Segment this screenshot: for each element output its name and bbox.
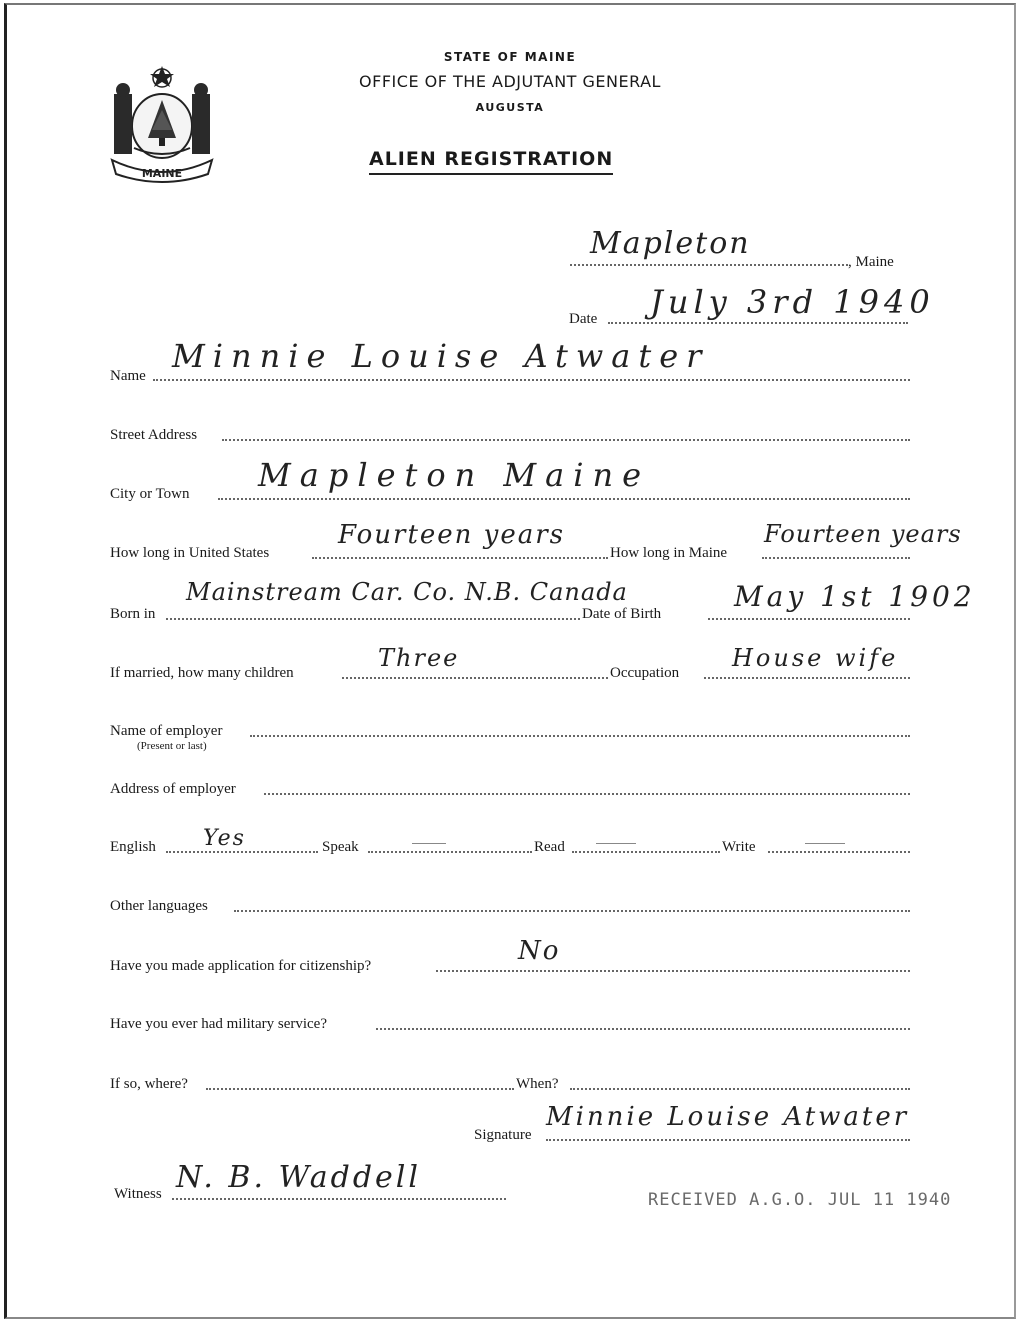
state-seal-icon (106, 64, 218, 188)
born-line (166, 618, 580, 620)
office-heading: OFFICE OF THE ADJUTANT GENERAL (359, 72, 661, 91)
children-label: If married, how many children (110, 665, 294, 681)
us-line (312, 557, 608, 559)
born-value: Mainstream Car. Co. N.B. Canada (186, 578, 628, 606)
signature-label: Signature (474, 1127, 532, 1143)
maine-value: Fourteen years (764, 520, 962, 548)
us-value: Fourteen years (338, 520, 566, 550)
city-line (218, 498, 910, 500)
when-line (570, 1088, 910, 1090)
speak-line (368, 851, 532, 853)
name-label: Name (110, 368, 146, 384)
maine-line (762, 557, 910, 559)
street-label: Street Address (110, 427, 198, 443)
employer-line (250, 735, 910, 737)
city-label: City or Town (110, 486, 190, 502)
state-heading: STATE OF MAINE (443, 50, 577, 64)
when-label: When? (516, 1076, 559, 1092)
dob-value: May 1st 1902 (734, 580, 976, 613)
english-value: Yes (203, 826, 246, 851)
place-value: Mapleton (590, 226, 751, 261)
where-label: If so, where? (110, 1076, 188, 1092)
read-label: Read (534, 839, 565, 855)
employer-label: Name of employer (110, 723, 223, 739)
name-line (153, 379, 910, 381)
employer-address-label: Address of employer (110, 781, 236, 797)
received-stamp: RECEIVED A.G.O. JUL 11 1940 (648, 1190, 952, 1210)
employer-address-line (264, 793, 910, 795)
occupation-label: Occupation (610, 665, 680, 681)
seal-text: MAINE (141, 167, 183, 180)
place-line (570, 264, 848, 266)
date-label: Date (569, 311, 598, 327)
witness-line (172, 1198, 506, 1200)
write-line (768, 851, 910, 853)
signature-line (546, 1139, 910, 1141)
us-label: How long in United States (110, 545, 270, 561)
citizenship-value: No (518, 936, 561, 966)
place-suffix: , Maine (848, 254, 894, 270)
military-line (376, 1028, 910, 1030)
children-line (342, 677, 608, 679)
other-lang-label: Other languages (110, 898, 208, 914)
read-line (572, 851, 720, 853)
name-value: Minnie Louise Atwater (172, 337, 710, 375)
employer-sublabel: (Present or last) (137, 740, 207, 752)
born-label: Born in (110, 606, 156, 622)
form-title: ALIEN REGISTRATION (369, 148, 613, 175)
date-value: July 3rd 1940 (650, 283, 935, 321)
signature-value: Minnie Louise Atwater (546, 1102, 910, 1132)
date-line (608, 322, 908, 324)
citizenship-label: Have you made application for citizenship? (110, 958, 372, 974)
other-lang-line (234, 910, 910, 912)
witness-value: N. B. Waddell (176, 1160, 421, 1195)
military-label: Have you ever had military service? (110, 1016, 327, 1032)
maine-label: How long in Maine (610, 545, 728, 561)
write-dash (805, 843, 845, 844)
english-label: English (110, 839, 156, 855)
speak-label: Speak (322, 839, 359, 855)
dob-line (708, 618, 910, 620)
read-dash (596, 843, 636, 844)
speak-dash (412, 843, 446, 844)
where-line (206, 1088, 514, 1090)
write-label: Write (722, 839, 756, 855)
occupation-value: House wife (732, 644, 899, 672)
dob-label: Date of Birth (582, 606, 662, 622)
city-value: Mapleton Maine (258, 456, 651, 494)
citizenship-line (436, 970, 910, 972)
street-line (222, 439, 910, 441)
occupation-line (704, 677, 910, 679)
city-heading: AUGUSTA (475, 101, 545, 114)
children-value: Three (378, 644, 460, 672)
english-line (166, 851, 318, 853)
witness-label: Witness (114, 1186, 162, 1202)
